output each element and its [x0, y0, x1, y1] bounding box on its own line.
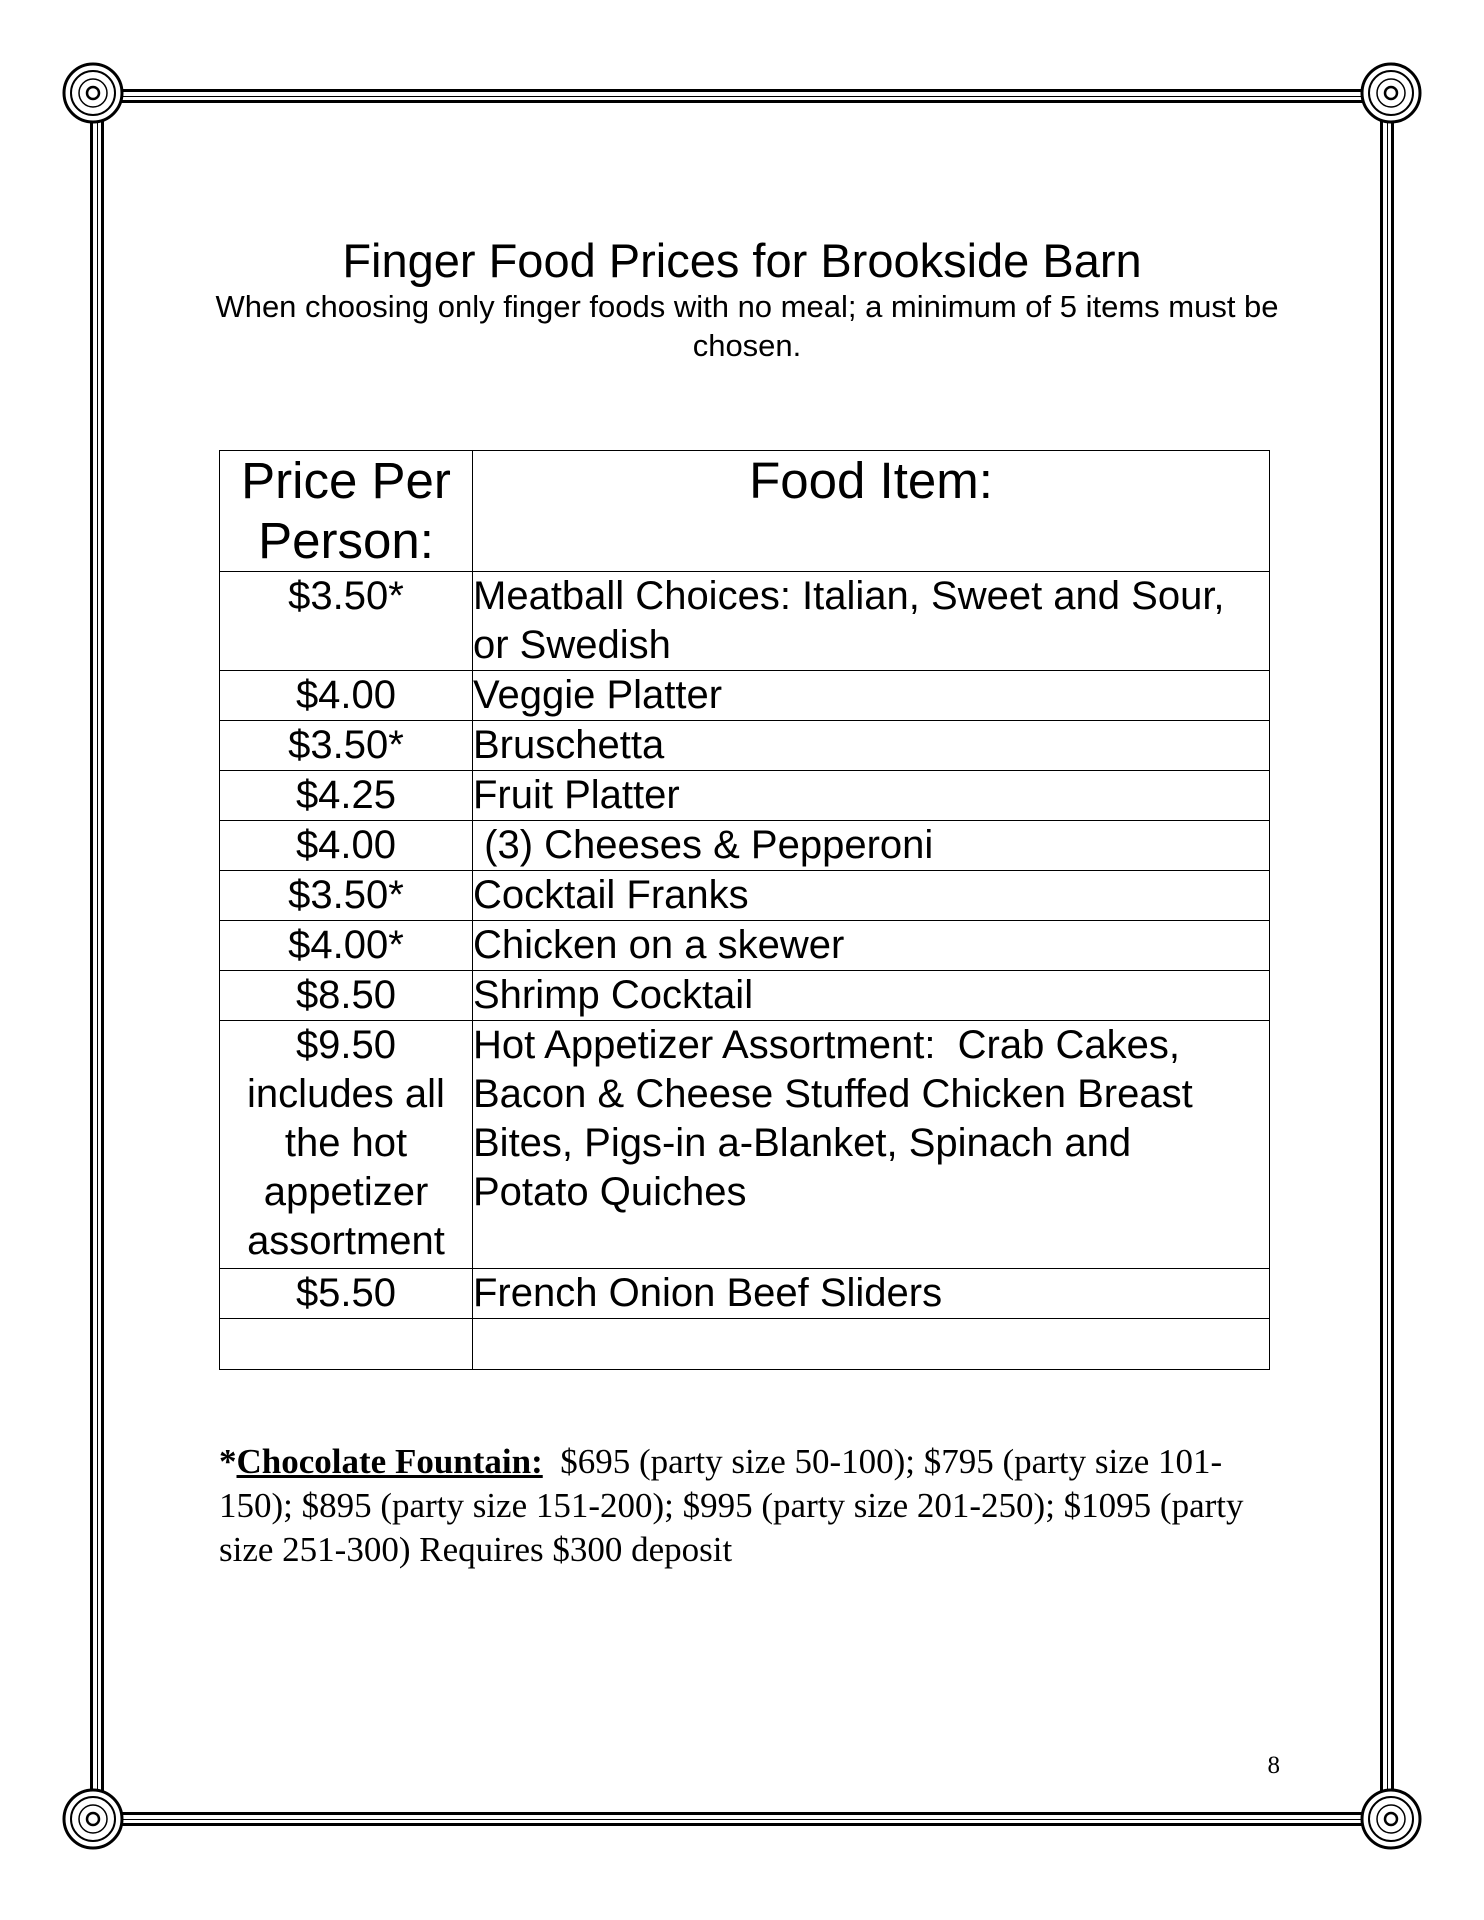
- item-cell: Bruschetta: [473, 721, 1270, 771]
- table-row: [220, 1319, 1270, 1370]
- table-row: [220, 871, 1270, 921]
- price-cell: $4.25: [220, 771, 473, 821]
- item-column-header: Food Item:: [473, 451, 1270, 572]
- border-top: [100, 89, 1385, 103]
- item-cell: (3) Cheeses & Pepperoni: [473, 821, 1270, 871]
- border-right: [1380, 118, 1394, 1818]
- fountain-pricing: $695 (party size 50-100); $795 (party size 101-150); $895 (party size 151-200); $995 (party size 201-250); $1095 (party size 251-300) Requires $300 deposit: [219, 1442, 1244, 1569]
- price-cell: $4.00: [220, 671, 473, 721]
- table-row: [220, 1021, 1270, 1269]
- item-cell: Cocktail Franks: [473, 871, 1270, 921]
- corner-ornament-icon: [1359, 1787, 1423, 1851]
- item-cell: Shrimp Cocktail: [473, 971, 1270, 1021]
- table-row: [220, 921, 1270, 971]
- price-cell: $4.00: [220, 821, 473, 871]
- price-cell: $3.50*: [220, 572, 473, 671]
- table-header-row: [220, 451, 1270, 572]
- table-row: [220, 771, 1270, 821]
- price-cell: $5.50: [220, 1269, 473, 1319]
- table-row: [220, 572, 1270, 671]
- fountain-asterisk: *: [219, 1442, 237, 1481]
- price-column-header: Price Per Person:: [220, 451, 473, 572]
- item-cell: Meatball Choices: Italian, Sweet and Sour, or Swedish: [473, 572, 1270, 671]
- page-title: Finger Food Prices for Brookside Barn: [342, 234, 1142, 287]
- item-cell: French Onion Beef Sliders: [473, 1269, 1270, 1319]
- border-bottom: [100, 1812, 1385, 1826]
- page-number: 8: [1267, 1752, 1280, 1779]
- item-cell: Chicken on a skewer: [473, 921, 1270, 971]
- chocolate-fountain-note: [219, 1440, 1289, 1572]
- fountain-label: Chocolate Fountain:: [236, 1442, 543, 1481]
- price-cell: $3.50*: [220, 871, 473, 921]
- price-table: [219, 450, 1270, 1370]
- item-cell: Fruit Platter: [473, 771, 1270, 821]
- corner-ornament-icon: [61, 1787, 125, 1851]
- price-cell: $8.50: [220, 971, 473, 1021]
- price-cell: $4.00*: [220, 921, 473, 971]
- price-cell: [220, 1319, 473, 1370]
- table-row: [220, 821, 1270, 871]
- item-cell: Hot Appetizer Assortment: Crab Cakes, Bacon & Cheese Stuffed Chicken Breast Bites, Pigs-in a-Blanket, Spinach and Potato Quiches: [473, 1021, 1270, 1269]
- page-subtitle: When choosing only finger foods with no meal; a minimum of 5 items must be chosen.: [215, 289, 1279, 363]
- price-cell: $9.50 includes all the hot appetizer assortment: [220, 1021, 473, 1269]
- table-row: [220, 721, 1270, 771]
- table-row: [220, 971, 1270, 1021]
- item-cell: [473, 1319, 1270, 1370]
- item-cell: Veggie Platter: [473, 671, 1270, 721]
- table-row: [220, 1269, 1270, 1319]
- corner-ornament-icon: [1359, 61, 1423, 125]
- border-left: [90, 118, 104, 1818]
- corner-ornament-icon: [61, 61, 125, 125]
- table-row: [220, 671, 1270, 721]
- price-cell: $3.50*: [220, 721, 473, 771]
